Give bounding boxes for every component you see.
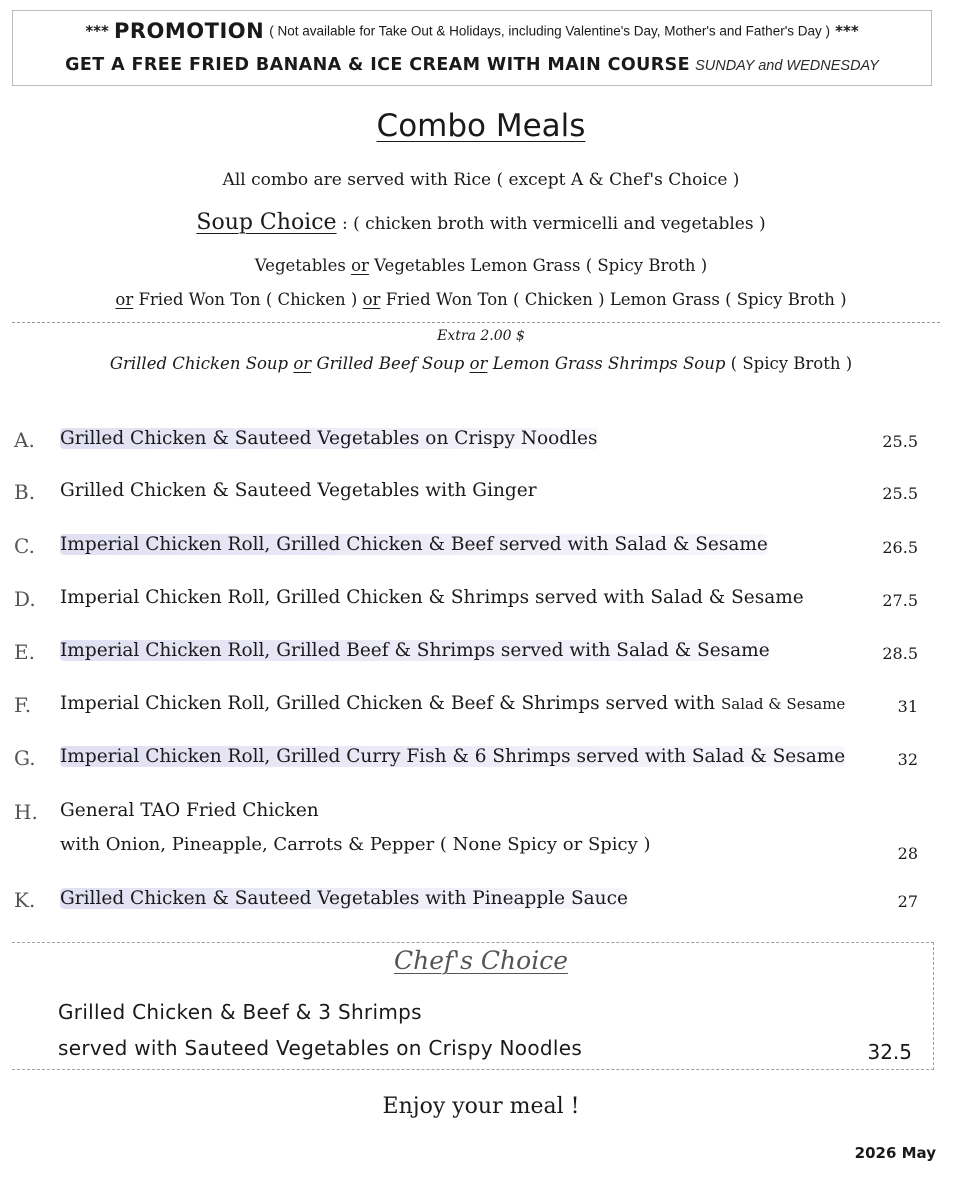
combo-description: General TAO Fried Chicken bbox=[60, 800, 319, 821]
soup-option-vegetables-lemon: Vegetables Lemon Grass ( Spicy Broth ) bbox=[374, 256, 708, 275]
combo-price: 28.5 bbox=[882, 644, 918, 663]
combo-item-d bbox=[0, 583, 962, 617]
extra-lemon-grass-shrimps-soup: Lemon Grass Shrimps Soup bbox=[492, 354, 726, 373]
promotion-days: SUNDAY and WEDNESDAY bbox=[695, 58, 879, 74]
combo-description-tail: Salad & Sesame bbox=[720, 695, 846, 713]
dashed-divider bbox=[12, 322, 940, 323]
combo-description: Grilled Chicken & Sauteed Vegetables with Pineapple Sauce bbox=[60, 888, 628, 909]
combo-description: Imperial Chicken Roll, Grilled Beef & Shrimps served with Salad & Sesame bbox=[60, 640, 770, 661]
combo-letter: F. bbox=[14, 693, 32, 717]
combo-price: 31 bbox=[897, 697, 918, 716]
combo-letter: K. bbox=[14, 888, 36, 912]
chef-choice-line-2: served with Sauteed Vegetables on Crispy Noodles bbox=[58, 1036, 583, 1060]
or-separator: or bbox=[293, 354, 312, 373]
combo-letter: H. bbox=[14, 800, 38, 824]
combo-description: Imperial Chicken Roll, Grilled Curry Fish & 6 Shrimps served with Salad & Sesame bbox=[60, 746, 846, 767]
soup-choice-description: : ( chicken broth with vermicelli and vegetables ) bbox=[341, 214, 766, 234]
combo-price: 27 bbox=[897, 892, 918, 911]
combo-price: 28 bbox=[897, 844, 918, 863]
chef-choice-price: 32.5 bbox=[867, 1040, 912, 1064]
combo-description bbox=[60, 693, 845, 714]
promotion-box bbox=[12, 10, 932, 86]
combo-price: 27.5 bbox=[882, 591, 918, 610]
combo-description: Imperial Chicken Roll, Grilled Chicken & Beef served with Salad & Sesame bbox=[60, 534, 768, 555]
enjoy-message: Enjoy your meal ! bbox=[382, 1094, 580, 1119]
combo-letter: B. bbox=[14, 480, 36, 504]
or-separator: or bbox=[351, 256, 369, 275]
extra-price: Extra 2.00 $ bbox=[437, 328, 525, 344]
combo-item-h bbox=[0, 796, 962, 868]
chef-choice-title: Chef's Choice bbox=[394, 946, 568, 975]
rice-note: All combo are served with Rice ( except A & Chef's Choice ) bbox=[222, 170, 740, 190]
combo-description: Imperial Chicken Roll, Grilled Chicken & Shrimps served with Salad & Sesame bbox=[60, 587, 804, 608]
soup-option-vegetables: Vegetables bbox=[254, 256, 346, 275]
menu-title: Combo Meals bbox=[376, 108, 586, 144]
extra-spicy-broth: ( Spicy Broth ) bbox=[730, 354, 853, 373]
combo-price: 32 bbox=[897, 750, 918, 769]
or-separator: or bbox=[362, 290, 381, 309]
combo-item-f bbox=[0, 689, 962, 723]
soup-choice-label: Soup Choice bbox=[196, 210, 337, 235]
promotion-stars-left: *** bbox=[85, 22, 109, 40]
soup-choice-line bbox=[0, 210, 962, 235]
soup-options-line-1 bbox=[0, 256, 962, 275]
combo-price: 25.5 bbox=[882, 484, 918, 503]
combo-letter: C. bbox=[14, 534, 35, 558]
promotion-offer-line bbox=[13, 55, 931, 75]
extra-soups-line bbox=[0, 354, 962, 373]
promotion-title: PROMOTION bbox=[113, 19, 265, 43]
combo-description: Grilled Chicken & Sauteed Vegetables with Ginger bbox=[60, 480, 537, 501]
chef-choice-line-1: Grilled Chicken & Beef & 3 Shrimps bbox=[58, 1000, 422, 1024]
combo-item-e bbox=[0, 636, 962, 670]
combo-letter: E. bbox=[14, 640, 35, 664]
or-separator: or bbox=[115, 290, 134, 309]
combo-item-k bbox=[0, 884, 962, 918]
soup-option-wonton-lemon: Fried Won Ton ( Chicken ) Lemon Grass ( Spicy Broth ) bbox=[385, 290, 847, 309]
extra-grilled-beef-soup: Grilled Beef Soup bbox=[316, 354, 465, 373]
combo-item-g bbox=[0, 742, 962, 776]
soup-option-wonton: Fried Won Ton ( Chicken ) bbox=[138, 290, 358, 309]
extra-grilled-chicken-soup: Grilled Chicken Soup bbox=[109, 354, 289, 373]
promotion-stars-right: *** bbox=[835, 22, 859, 40]
combo-letter: A. bbox=[14, 428, 35, 452]
promotion-header bbox=[13, 19, 931, 43]
combo-description: Grilled Chicken & Sauteed Vegetables on Crispy Noodles bbox=[60, 428, 598, 449]
combo-item-a bbox=[0, 424, 962, 458]
combo-description-line-2: with Onion, Pineapple, Carrots & Pepper ( None Spicy or Spicy ) bbox=[60, 834, 651, 855]
menu-date: 2026 May bbox=[854, 1144, 936, 1162]
combo-description-main: Imperial Chicken Roll, Grilled Chicken & Beef & Shrimps served with bbox=[60, 693, 716, 714]
promotion-offer: GET A FREE FRIED BANANA & ICE CREAM WITH MAIN COURSE bbox=[65, 55, 690, 75]
or-separator: or bbox=[469, 354, 488, 373]
promotion-note: ( Not available for Take Out & Holidays, including Valentine's Day, Mother's and Father's Day ) bbox=[269, 23, 831, 39]
combo-item-c bbox=[0, 530, 962, 564]
combo-price: 26.5 bbox=[882, 538, 918, 557]
combo-item-b bbox=[0, 476, 962, 510]
combo-letter: D. bbox=[14, 587, 36, 611]
combo-letter: G. bbox=[14, 746, 36, 770]
soup-options-line-2 bbox=[0, 290, 962, 309]
combo-price: 25.5 bbox=[882, 432, 918, 451]
